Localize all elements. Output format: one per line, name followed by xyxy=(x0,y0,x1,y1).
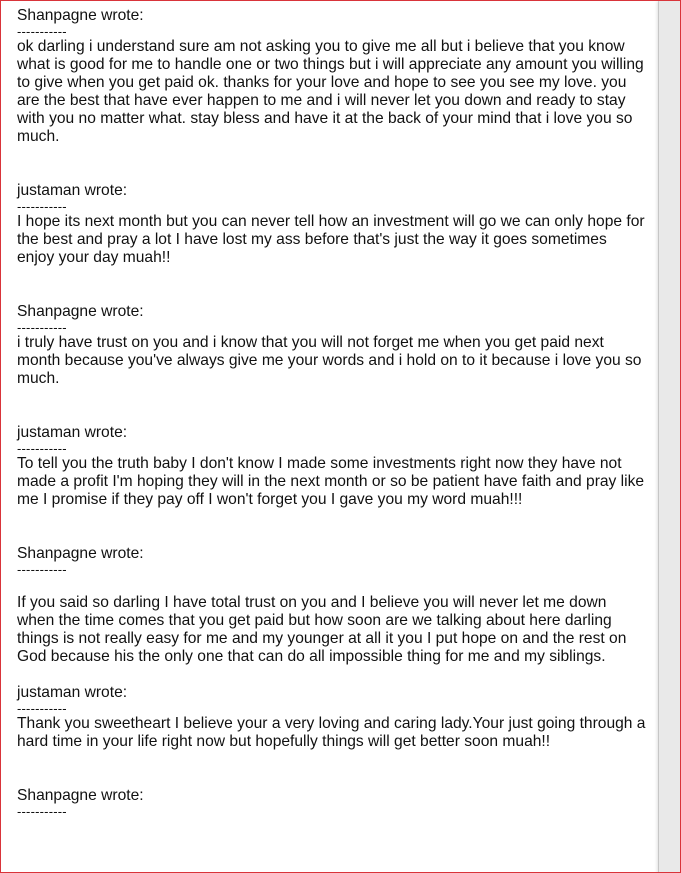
message-text: Thank you sweetheart I believe your a very loving and caring lady.Your just going through a hard time in your life right now but hopefully things will get better soon muah!! xyxy=(17,715,646,750)
message-separator: ----------- xyxy=(17,442,67,455)
message-separator: ----------- xyxy=(17,25,67,38)
scrollbar-thumb[interactable] xyxy=(659,1,680,873)
message-1 xyxy=(17,7,647,146)
message-text: I hope its next month but you can never tell how an investment will go we can only hope for the best and pray a lot I have lost my ass before that's just the way it goes sometimes enjoy your day muah!! xyxy=(17,213,645,266)
message-author: justaman wrote: xyxy=(17,684,128,701)
message-author: Shanpagne wrote: xyxy=(17,303,144,320)
vertical-scrollbar[interactable] xyxy=(658,1,680,873)
message-author: justaman wrote: xyxy=(17,424,128,441)
message-author: Shanpagne wrote: xyxy=(17,787,144,804)
message-author: Shanpagne wrote: xyxy=(17,545,144,562)
conversation-log xyxy=(17,7,647,818)
message-separator: ----------- xyxy=(17,200,67,213)
message-author: justaman wrote: xyxy=(17,182,128,199)
message-author: Shanpagne wrote: xyxy=(17,7,144,24)
message-4 xyxy=(17,424,647,509)
message-text: i truly have trust on you and i know that you will not forget me when you get paid next month because you've always give me your words and i hold on to it because i love you so much. xyxy=(17,334,642,387)
message-5 xyxy=(17,545,647,666)
message-text: To tell you the truth baby I don't know I made some investments right now they have not made a profit I'm hoping they will in the next month or so be patient have faith and pray like me I promise if they pay off I won't forget you I gave you my word muah!!! xyxy=(17,455,645,508)
message-separator: ----------- xyxy=(17,563,67,576)
message-separator: ----------- xyxy=(17,321,67,334)
message-6 xyxy=(17,684,647,751)
message-text: ok darling i understand sure am not asking you to give me all but i believe that you know what is good for me to handle one or two things but i will appreciate any amount you willing to give when you get paid ok. thanks for your love and hope to see you see my love. you are the best that have ever happen to me and i will never let you down and ready to stay with you no matter what. stay bless and have it at the back of your mind that i love you so much. xyxy=(17,38,644,145)
message-2 xyxy=(17,182,647,267)
message-separator: ----------- xyxy=(17,805,67,818)
message-3 xyxy=(17,303,647,388)
message-7 xyxy=(17,787,647,818)
message-separator: ----------- xyxy=(17,702,67,715)
message-text: If you said so darling I have total trust on you and I believe you will never let me down when the time comes that you get paid but how soon are we talking about here darling things is not really easy for me and my younger at all it you I put hope on and the rest on God because his the only one that can do all impossible thing for me and my siblings. xyxy=(17,594,627,665)
